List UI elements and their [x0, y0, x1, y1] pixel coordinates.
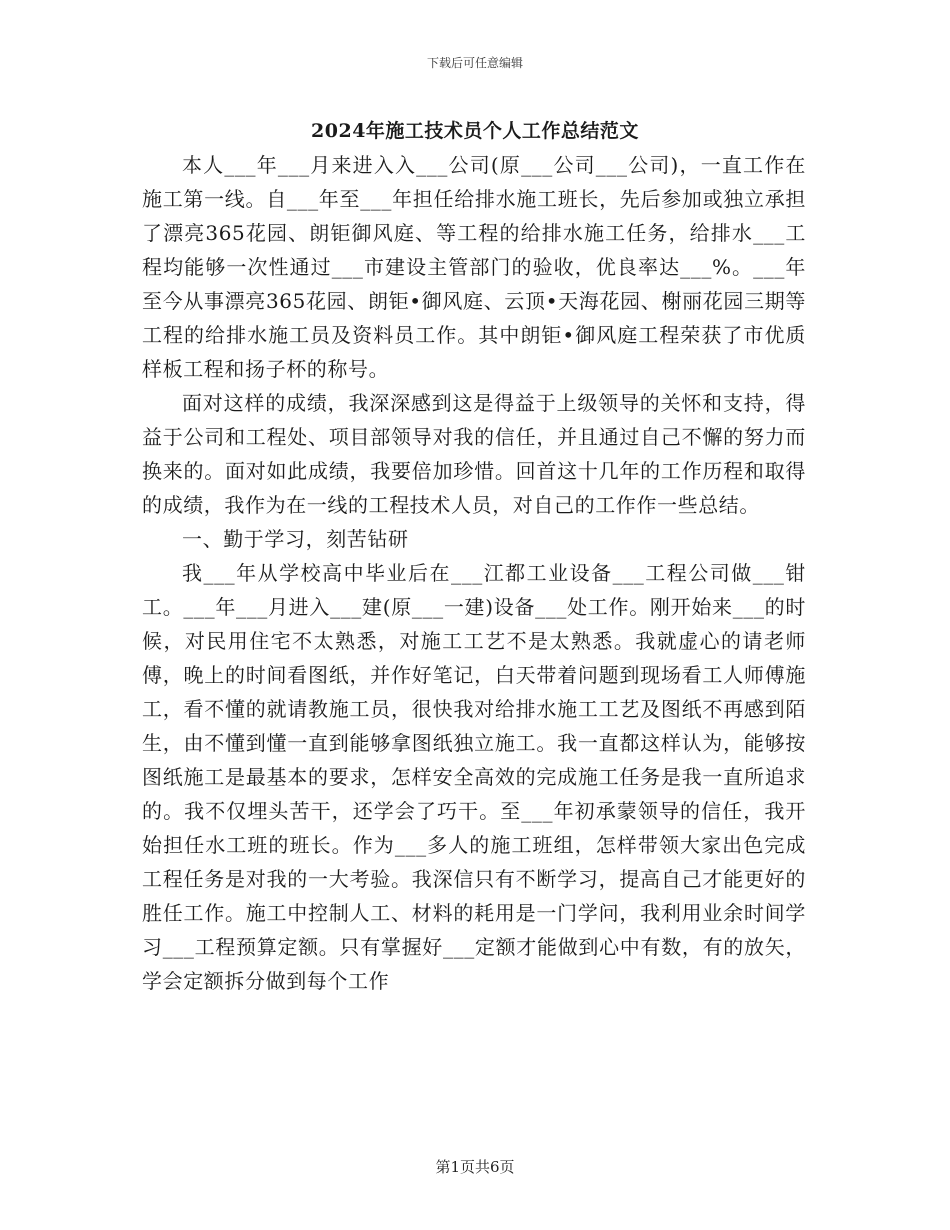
header-note: 下载后可任意编辑: [426, 56, 523, 70]
document-title: 2024年施工技术员个人工作总结范文: [311, 120, 639, 142]
section-heading: 一、勤于学习，刻苦钻研: [182, 527, 409, 551]
document-body: [142, 148, 806, 998]
page-number: 第1页共6页: [435, 1158, 515, 1176]
paragraph-study: 我___年从学校高中毕业后在___江都工业设备___工程公司做___钳工。___年___月进入___建(原___一建)设备___处工作。刚开始来___的时候，对民用住宅不太熟悉，对施工工艺不是太熟悉。我就虚心的请老师傅，晚上的时间看图纸，并作好笔记，白天带着问题到现场看工人师傅施工，看不懂的就请教施工员，很快我对给排水施工工艺及图纸不再感到陌生，由不懂到懂一直到能够拿图纸独立施工。我一直都这样认为，能够按图纸施工是最基本的要求，怎样安全高效的完成施工任务是我一直所追求的。我不仅埋头苦干，还学会了巧干。至___年初承蒙领导的信任，我开始担任水工班的班长。作为___多人的施工班组，怎样带领大家出色完成工程任务是对我的一大考验。我深信只有不断学习，提高自己才能更好的胜任工作。施工中控制人工、材料的耗用是一门学问，我利用业余时间学习___工程预算定额。只有掌握好___定额才能做到心中有数，有的放矢，学会定额拆分做到每个工作: [142, 561, 806, 993]
paragraph-reflection: 面对这样的成绩，我深深感到这是得益于上级领导的关怀和支持，得益于公司和工程处、项目部领导对我的信任，并且通过自己不懈的努力而换来的。面对如此成绩，我要倍加珍惜。回首这十几年的工作历程和取得的成绩，我作为在一线的工程技术人员，对自己的工作作一些总结。: [142, 391, 806, 517]
paragraph-intro: 本人___年___月来进入入___公司(原___公司___公司)，一直工作在施工第一线。自___年至___年担任给排水施工班长，先后参加或独立承担了漂亮365花园、朗钜御风庭、等工程的给排水施工任务，给排水___工程均能够一次性通过___市建设主管部门的验收，优良率达___%。___年至今从事漂亮365花园、朗钜•御风庭、云顶•天海花园、榭丽花园三期等工程的给排水施工员及资料员工作。其中朗钜•御风庭工程荣获了市优质样板工程和扬子杯的称号。: [142, 153, 806, 381]
